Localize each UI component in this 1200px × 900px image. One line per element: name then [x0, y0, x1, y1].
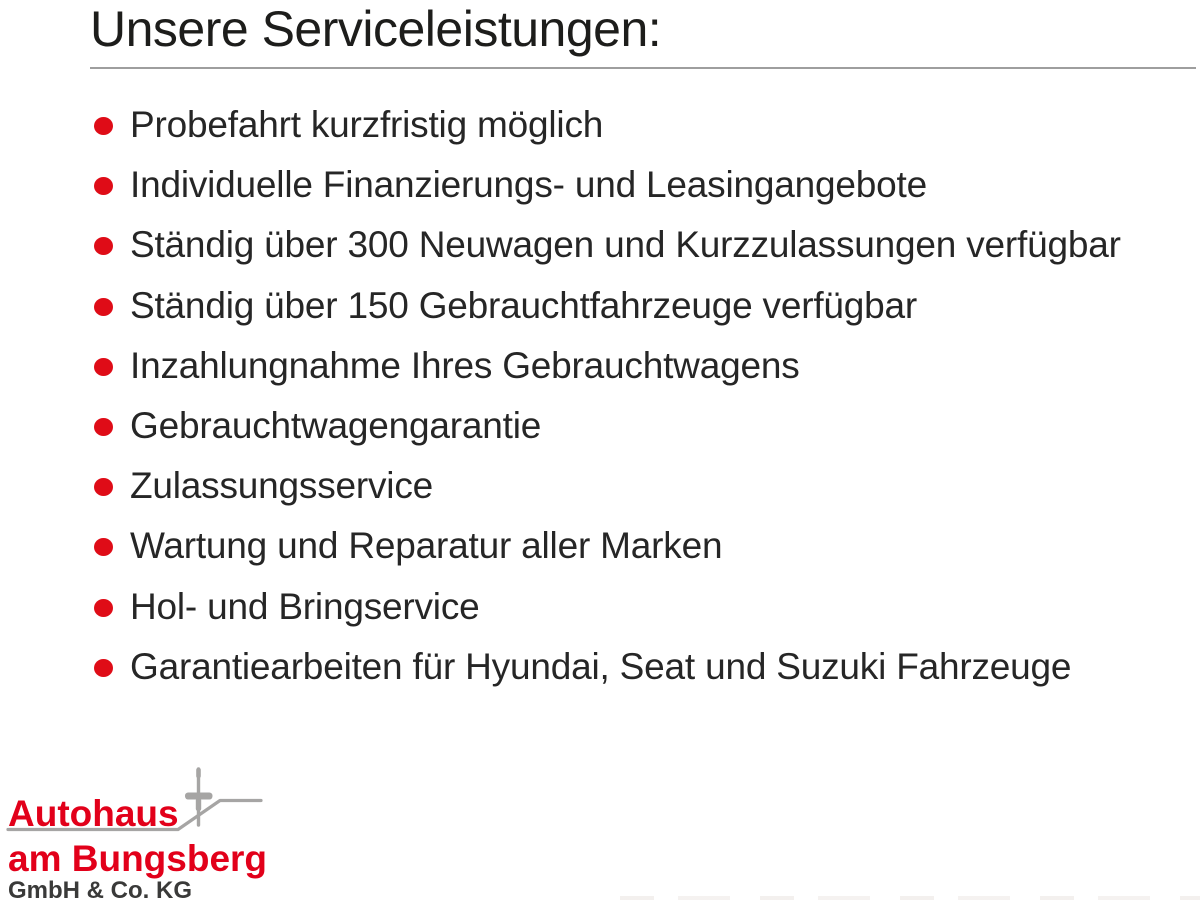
red-dot-bullet-icon [94, 599, 113, 617]
list-item [94, 276, 1190, 336]
services-list [94, 95, 1190, 697]
red-dot-bullet-icon [94, 418, 113, 436]
list-item [94, 396, 1190, 456]
red-dot-bullet-icon [94, 478, 113, 496]
logo-legal-form: GmbH & Co. KG [8, 877, 192, 900]
list-item [94, 516, 1190, 576]
service-item-label: Zulassungsservice [130, 465, 434, 507]
service-item-label: Individuelle Finanzierungs- und Leasingangebote [130, 164, 927, 206]
service-item-label: Ständig über 150 Gebrauchtfahrzeuge verfügbar [130, 284, 918, 326]
service-item-label: Ständig über 300 Neuwagen und Kurzzulassungen verfügbar [130, 224, 1121, 266]
company-logo [0, 755, 300, 900]
list-item [94, 215, 1190, 275]
service-item-label: Garantiearbeiten für Hyundai, Seat und Suzuki Fahrzeuge [130, 645, 1072, 687]
red-dot-bullet-icon [94, 358, 113, 376]
red-dot-bullet-icon [94, 237, 113, 255]
header [90, 0, 1196, 69]
red-dot-bullet-icon [94, 659, 113, 677]
list-item [94, 336, 1190, 396]
red-dot-bullet-icon [94, 298, 113, 316]
red-dot-bullet-icon [94, 117, 113, 135]
list-item [94, 577, 1190, 637]
service-item-label: Gebrauchtwagengarantie [130, 405, 542, 447]
logo-company-name: Autohaus [8, 793, 179, 834]
list-item [94, 155, 1190, 215]
list-item [94, 637, 1190, 697]
service-item-label: Inzahlungnahme Ihres Gebrauchtwagens [130, 344, 800, 386]
logo-company-name-line2: am Bungsberg [8, 838, 268, 879]
red-dot-bullet-icon [94, 177, 113, 195]
service-item-label: Wartung und Reparatur aller Marken [130, 525, 723, 567]
service-item-label: Hol- und Bringservice [130, 585, 480, 627]
list-item [94, 95, 1190, 155]
service-item-label: Probefahrt kurzfristig möglich [130, 104, 604, 146]
cutoff-text-artifact [620, 896, 1200, 900]
red-dot-bullet-icon [94, 538, 113, 556]
title-divider [90, 67, 1196, 69]
page-title: Unsere Serviceleistungen: [90, 1, 662, 57]
list-item [94, 456, 1190, 516]
